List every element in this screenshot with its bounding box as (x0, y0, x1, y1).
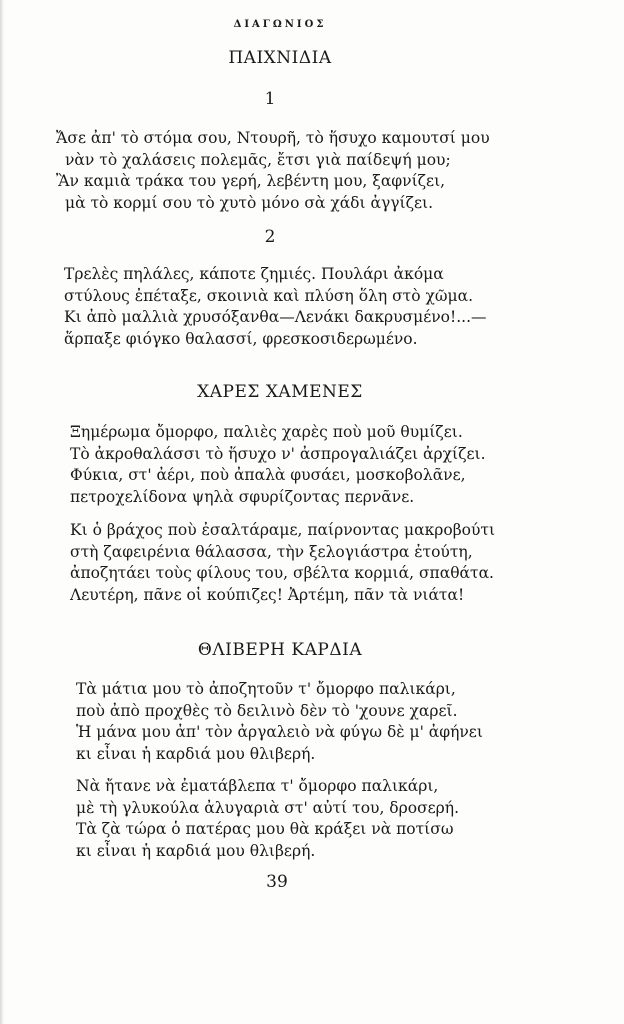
verse-line: κι εἶναι ἡ καρδιά μου θλιβερή. (76, 744, 316, 763)
verse-line: ποὺ ἀπὸ προχθὲς τὸ δειλινὸ δὲν τὸ 'χουνε χαρεῖ. (76, 701, 458, 720)
poem-title-thliveri-kardia: ΘΛΙΒΕΡΗ ΚΑΡΔΙΑ (197, 640, 363, 660)
stanza-paichnidia-2 (64, 264, 554, 350)
stanza-chares-1 (70, 422, 560, 508)
verse-line: Ἄσε ἀπ' τὸ στόμα σου, Ντουρῆ, τὸ ἥσυχο καμουτσί μου (56, 129, 490, 147)
verse-line: Τὰ ζὰ τώρα ὁ πατέρας μου θὰ κράξει νὰ ποτίσω (76, 820, 454, 838)
verse-line: ἀποζητάει τοὺς φίλους του, σβέλτα κορμιά, σπαθάτα. (70, 564, 494, 582)
verse-line: μὲ τὴ γλυκούλα ἀλυγαριὰ στ' αὐτί του, δροσερή. (76, 798, 460, 817)
verse-line: ἅρπαξε φιόγκο θαλασσί, φρεσκοσιδερωμένο. (64, 329, 418, 348)
stanza-kardia-2 (76, 776, 566, 862)
verse-line: Ξημέρωμα ὄμορφο, παλιὲς χαρὲς ποὺ μοῦ θυμίζει. (70, 423, 463, 441)
verse-line: Κι ὁ βράχος ποὺ ἐσαλτάραμε, παίρνοντας μακροβούτι (70, 521, 496, 539)
running-head: ΔΙΑΓΩΝΙΟΣ (233, 19, 327, 30)
verse-line: Τὸ ἀκροθαλάσσι τὸ ἥσυχο ν' ἀσπρογαλιάζει ἀρχίζει. (70, 444, 486, 463)
verse-line: Τρελὲς πηλάλες, κάποτε ζημιές. Πουλάρι ἀκόμα (64, 265, 444, 283)
verse-line: Τὰ μάτια μου τὸ ἀποζητοῦν τ' ὄμορφο παλικάρι, (76, 680, 456, 698)
verse-line: Κι ἀπὸ μαλλιὰ χρυσόξανθα—Λενάκι δακρυσμένο!...— (64, 308, 487, 326)
poem-title-paichnidia: ΠΑΙΧΝΙΔΙΑ (228, 48, 332, 68)
verse-line: στὴ ζαφειρένια θάλασσα, τὴν ξελογιάστρα ἐτούτη, (70, 542, 473, 561)
verse-line: Νὰ ἤτανε νὰ ἐματάβλεπα τ' ὄμορφο παλικάρι, (76, 777, 439, 795)
stanza-kardia-1 (76, 679, 566, 765)
verse-line: μὰ τὸ κορμί σου τὸ χυτὸ μόνο σὰ χάδι ἀγγίζει. (65, 193, 434, 212)
part-number-1: 1 (264, 89, 276, 109)
poem-title-chares-chamenes: ΧΑΡΕΣ ΧΑΜΕΝΕΣ (197, 382, 363, 402)
verse-line: Λευτέρη, πᾶνε οἱ κούπιζες! Ἀρτέμη, πᾶν τὰ νιάτα! (70, 585, 465, 604)
verse-line: νὰν τὸ χαλάσεις πολεμᾶς, ἔτσι γιὰ παίδεψή μου; (65, 150, 451, 169)
verse-line: κι εἶναι ἡ καρδιά μου θλιβερή. (76, 841, 316, 860)
page-number: 39 (266, 872, 288, 892)
verse-line: στύλους ἐπέταξε, σκοινιὰ καὶ πλύση ὅλη στὸ χῶμα. (64, 286, 474, 305)
verse-line: Ἂν καμιὰ τράκα του γερή, λεβέντη μου, ξαφνίζει, (56, 172, 446, 190)
verse-line: Ἡ μάνα μου ἀπ' τὸν ἀργαλειὸ νὰ φύγω δὲ μ' ἀφήνει (76, 723, 483, 741)
page-edge-shadow (0, 0, 4, 1024)
stanza-paichnidia-1 (56, 128, 546, 214)
verse-line: Φύκια, στ' ἀέρι, ποὺ ἀπαλὰ φυσάει, μοσκοβολᾶνε, (70, 466, 466, 484)
part-number-2: 2 (264, 227, 276, 247)
verse-line: πετροχελίδονα ψηλὰ σφυρίζοντας περνᾶνε. (70, 487, 415, 506)
stanza-chares-2 (70, 520, 560, 606)
